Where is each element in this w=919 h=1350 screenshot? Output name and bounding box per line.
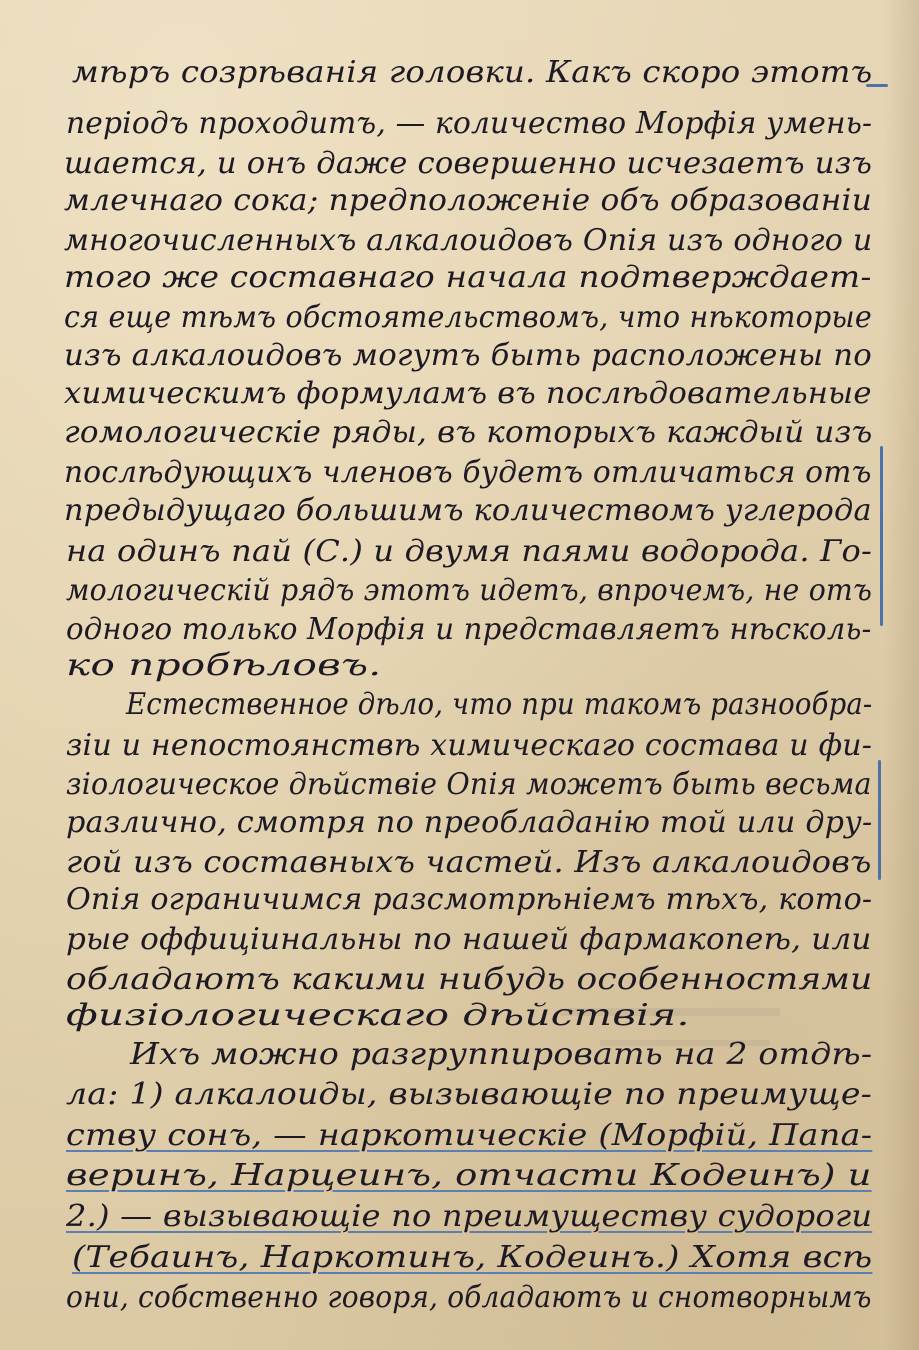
text-line: 2.) — вызывающіе по преимуществу судороги <box>66 1199 873 1234</box>
text-line: веринъ, Нарцеинъ, отчасти Кодеинъ) и <box>66 1158 872 1193</box>
text-line: млечнаго сока; предположеніе объ образованіи <box>64 183 873 218</box>
text-line: многочисленныхъ алкалоидовъ Опія изъ одного и <box>64 223 873 258</box>
text-line: гой изъ составныхъ частей. Изъ алкалоидовъ <box>66 845 872 880</box>
text-line: они, собственно говоря, обладаютъ и снотворнымъ <box>66 1280 872 1315</box>
text-line: мологическій рядъ этотъ идетъ, впрочемъ, не отъ <box>66 573 873 608</box>
text-line: мѣръ созрѣванія головки. Какъ скоро этотъ <box>72 55 873 90</box>
text-line: различно, смотря по преобладанію той или дру- <box>66 805 873 840</box>
text-line: ся еще тѣмъ обстоятельствомъ, что нѣкоторые <box>64 300 872 335</box>
text-line: гомологическіе ряды, въ которыхъ каждый изъ <box>64 415 873 450</box>
text-line: того же составнаго начала подтверждает- <box>64 260 872 295</box>
text-line: Опія ограничимся разсмотрѣніемъ тѣхъ, кото- <box>66 882 873 917</box>
text-line: химическимъ формуламъ въ послѣдовательные <box>64 376 872 411</box>
text-line: одного только Морфія и представляетъ нѣсколь- <box>66 612 872 647</box>
text-line: на одинъ пай (С.) и двумя паями водорода. Го- <box>66 534 873 569</box>
text-line: послѣдующихъ членовъ будетъ отличаться отъ <box>64 455 872 490</box>
text-line: Ихъ можно разгруппировать на 2 отдѣ- <box>130 1037 873 1072</box>
text-line: зіологическое дѣйствіе Опія можетъ быть весьма <box>66 767 872 802</box>
text-line: шается, и онъ даже совершенно исчезаетъ изъ <box>64 146 873 181</box>
text-line: ко пробѣловъ. <box>66 648 382 683</box>
text-line: періодъ проходитъ, — количество Морфія умень- <box>66 106 873 141</box>
text-line: изъ алкалоидовъ могутъ быть расположены по <box>64 338 872 373</box>
text-line: (Тебаинъ, Наркотинъ, Кодеинъ.) Хотя всѣ <box>72 1240 873 1275</box>
text-line: предыдущаго большимъ количествомъ углерода <box>64 493 872 528</box>
text-line: рые оффиціинальны по нашей фармакопеѣ, или <box>66 922 872 957</box>
text-line: ству сонъ, — наркотическіе (Морфій, Папа- <box>66 1118 873 1153</box>
text-line: физіологическаго дѣйствія. <box>66 998 690 1033</box>
text-line: Естественное дѣло, что при такомъ разнообра- <box>126 687 873 722</box>
text-line: ла: 1) алкалоиды, вызывающіе по преимуще- <box>66 1077 873 1112</box>
text-line: зіи и непостоянствѣ химическаго состава и фи- <box>66 728 873 763</box>
text-line: обладаютъ какими нибудь особенностями <box>66 962 873 997</box>
